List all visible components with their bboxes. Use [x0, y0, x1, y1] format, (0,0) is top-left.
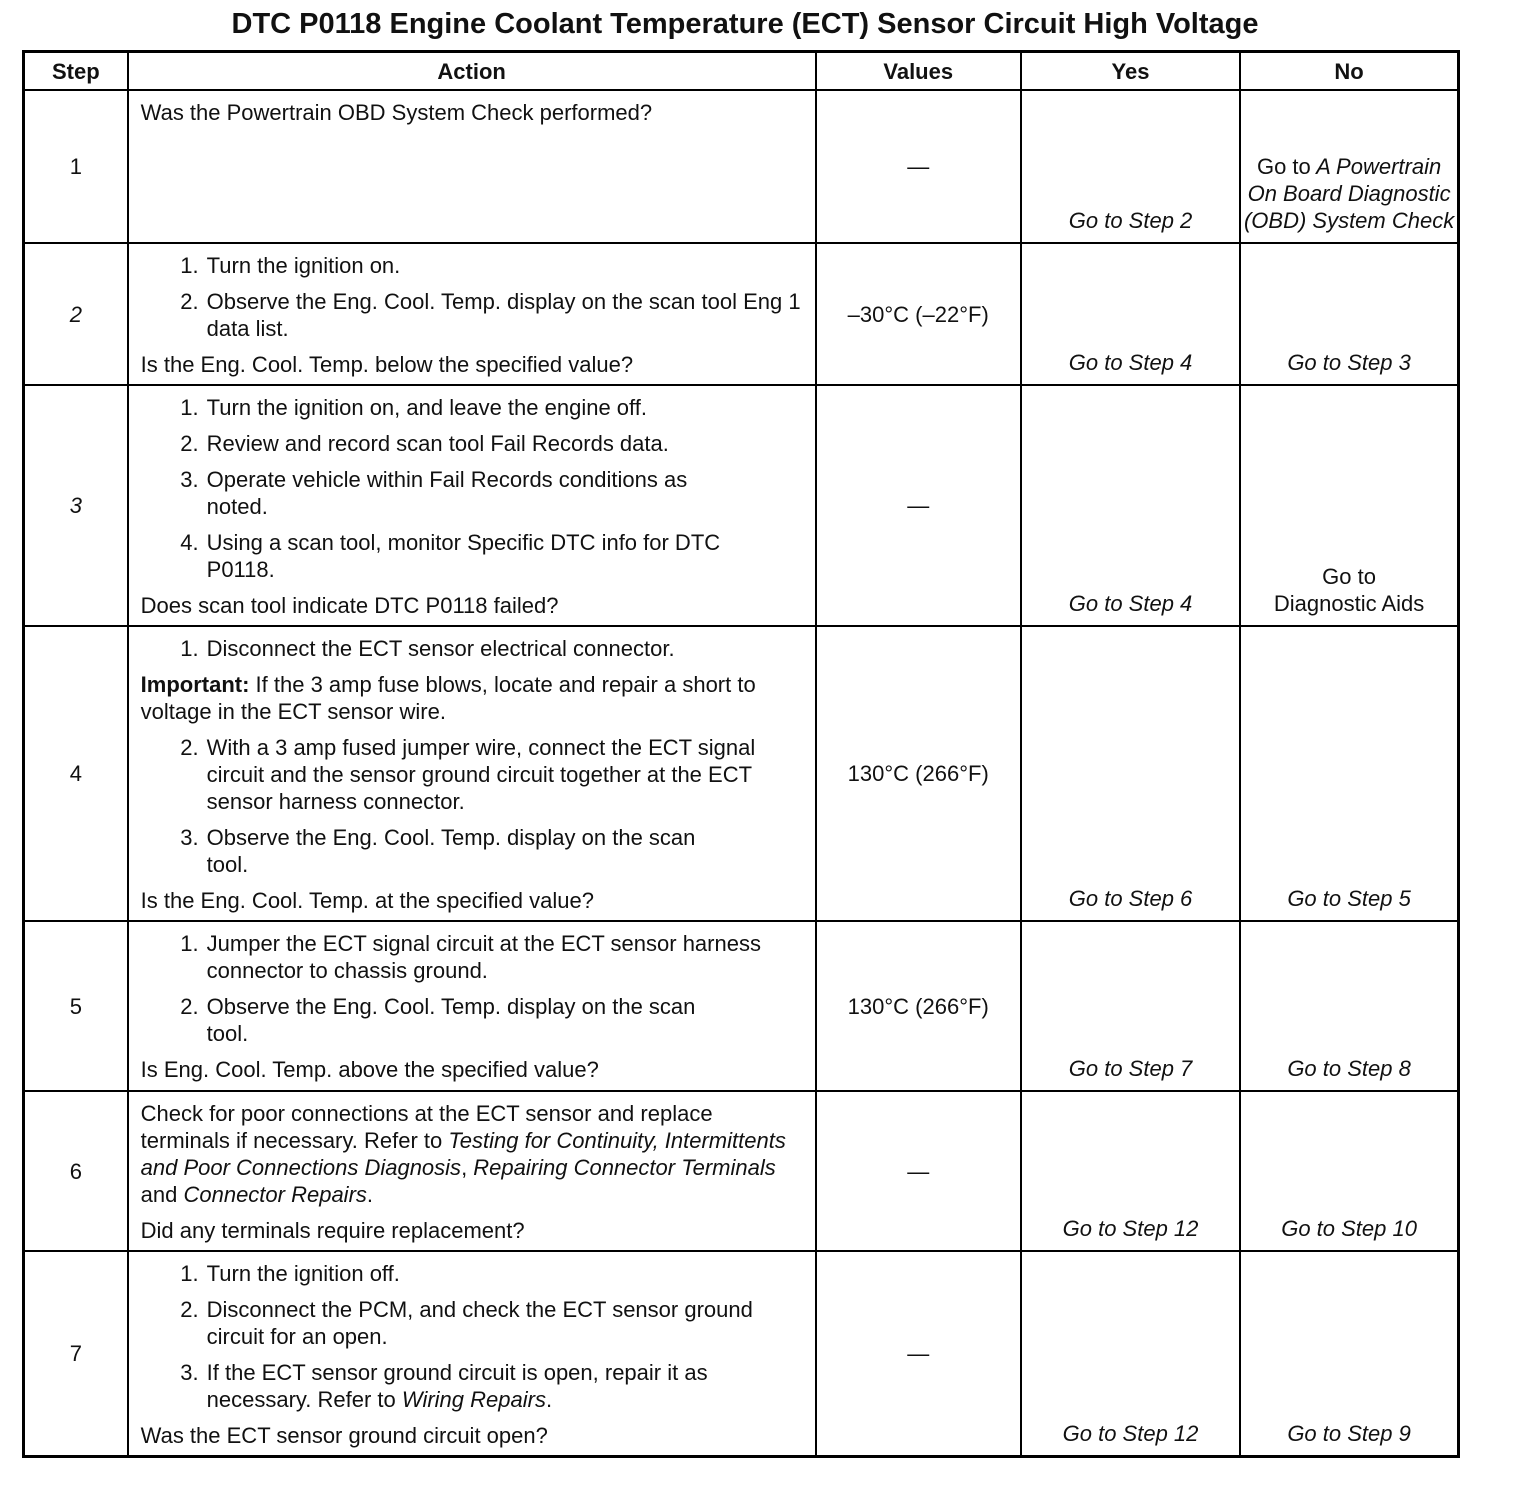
action-item: 1. Turn the ignition off.	[180, 1261, 400, 1286]
header-step: Step	[24, 52, 128, 91]
no-cell	[1240, 90, 1458, 243]
action-item: 1. Jumper the ECT signal circuit at the ECT sensor harness connector to chassis ground.	[180, 931, 761, 983]
value-cell: —	[816, 1251, 1021, 1457]
table-row	[24, 90, 1459, 243]
action-paragraph: Check for poor connections at the ECT sensor and replace terminals if necessary. Refer to Testing for Continuity, Intermittents and Poor Connections Diagnosis, Repairing Connector Terminals and Connector Repairs.	[140, 1101, 786, 1207]
step-number: 5	[24, 921, 128, 1091]
yes-cell: Go to Step 7	[1021, 921, 1240, 1091]
action-cell	[128, 385, 816, 626]
value-cell: —	[816, 385, 1021, 626]
table-row	[24, 1091, 1459, 1251]
action-question: Was the ECT sensor ground circuit open?	[140, 1423, 548, 1448]
action-cell	[128, 90, 816, 243]
action-question: Is the Eng. Cool. Temp. at the specified value?	[140, 888, 594, 913]
value-cell: —	[816, 1091, 1021, 1251]
page-title: DTC P0118 Engine Coolant Temperature (ECT) Sensor Circuit High Voltage	[231, 8, 1259, 40]
action-cell	[128, 626, 816, 921]
action-item: 2. With a 3 amp fused jumper wire, connect the ECT signal circuit and the sensor ground circuit together at the ECT sensor harness connector.	[180, 735, 756, 814]
no-cell: Go to Step 5	[1240, 626, 1458, 921]
action-question: Does scan tool indicate DTC P0118 failed?	[140, 593, 559, 618]
step-number: 2	[24, 243, 128, 385]
action-item: 3. Observe the Eng. Cool. Temp. display on the scan tool.	[180, 825, 696, 877]
reference-link: Connector Repairs	[183, 1182, 367, 1207]
table-row	[24, 1251, 1459, 1457]
action-cell	[128, 243, 816, 385]
step-number: 1	[24, 90, 128, 243]
reference-link: Wiring Repairs	[401, 1387, 546, 1412]
action-item: 3. Operate vehicle within Fail Records conditions as noted.	[180, 467, 688, 519]
table-row	[24, 921, 1459, 1091]
action-item: 2. Observe the Eng. Cool. Temp. display on the scan tool Eng 1 data list.	[180, 289, 801, 341]
yes-cell: Go to Step 2	[1021, 90, 1240, 243]
step-number: 3	[24, 385, 128, 626]
value-cell: –30°C (–22°F)	[816, 243, 1021, 385]
action-item: 1. Turn the ignition on, and leave the engine off.	[180, 395, 647, 420]
table-row	[24, 385, 1459, 626]
reference-link: Repairing Connector Terminals	[473, 1155, 776, 1180]
no-cell: Go to Step 9	[1240, 1251, 1458, 1457]
action-cell	[128, 1091, 816, 1251]
no-cell: Go to Step 10	[1240, 1091, 1458, 1251]
reference-link: Testing for Continuity, Intermittents and Poor Connections Diagnosis	[140, 1128, 786, 1180]
header-yes: Yes	[1021, 52, 1240, 91]
diagnostic-table	[22, 50, 1460, 1458]
action-cell	[128, 1251, 816, 1457]
action-question: Was the Powertrain OBD System Check performed?	[140, 100, 653, 125]
value-cell: 130°C (266°F)	[816, 626, 1021, 921]
value-cell: 130°C (266°F)	[816, 921, 1021, 1091]
no-prefix: Go to	[1256, 154, 1311, 179]
action-item: 1. Turn the ignition on.	[180, 253, 401, 278]
action-question: Did any terminals require replacement?	[140, 1218, 525, 1243]
action-question: Is Eng. Cool. Temp. above the specified value?	[140, 1057, 599, 1082]
action-item: 3. If the ECT sensor ground circuit is open, repair it as necessary. Refer to Wiring Repairs.	[180, 1360, 708, 1412]
action-item: 1. Disconnect the ECT sensor electrical connector.	[180, 636, 675, 661]
yes-cell: Go to Step 6	[1021, 626, 1240, 921]
action-question: Is the Eng. Cool. Temp. below the specified value?	[140, 352, 634, 377]
yes-cell: Go to Step 4	[1021, 385, 1240, 626]
table-row	[24, 243, 1459, 385]
yes-cell: Go to Step 4	[1021, 243, 1240, 385]
step-number: 4	[24, 626, 128, 921]
table-row	[24, 626, 1459, 921]
action-cell	[128, 921, 816, 1091]
header-action: Action	[128, 52, 816, 91]
header-row	[24, 52, 1459, 91]
no-cell: Go to Step 8	[1240, 921, 1458, 1091]
yes-cell: Go to Step 12	[1021, 1251, 1240, 1457]
value-cell: —	[816, 90, 1021, 243]
yes-cell: Go to Step 12	[1021, 1091, 1240, 1251]
no-reference: A Powertrain On Board Diagnostic (OBD) System Check	[1243, 154, 1455, 233]
step-number: 7	[24, 1251, 128, 1457]
no-link	[1241, 153, 1457, 234]
no-cell: Go to Diagnostic Aids	[1240, 385, 1458, 626]
action-item: 2. Disconnect the PCM, and check the ECT sensor ground circuit for an open.	[180, 1297, 753, 1349]
action-item: 4. Using a scan tool, monitor Specific DTC info for DTC P0118.	[180, 530, 721, 582]
step-number: 6	[24, 1091, 128, 1251]
action-item: 2. Review and record scan tool Fail Records data.	[180, 431, 669, 456]
header-values: Values	[816, 52, 1021, 91]
important-note: Important: If the 3 amp fuse blows, locate and repair a short to voltage in the ECT sensor wire.	[140, 672, 756, 724]
no-cell: Go to Step 3	[1240, 243, 1458, 385]
header-no: No	[1240, 52, 1458, 91]
action-item: 2. Observe the Eng. Cool. Temp. display on the scan tool.	[180, 994, 696, 1046]
